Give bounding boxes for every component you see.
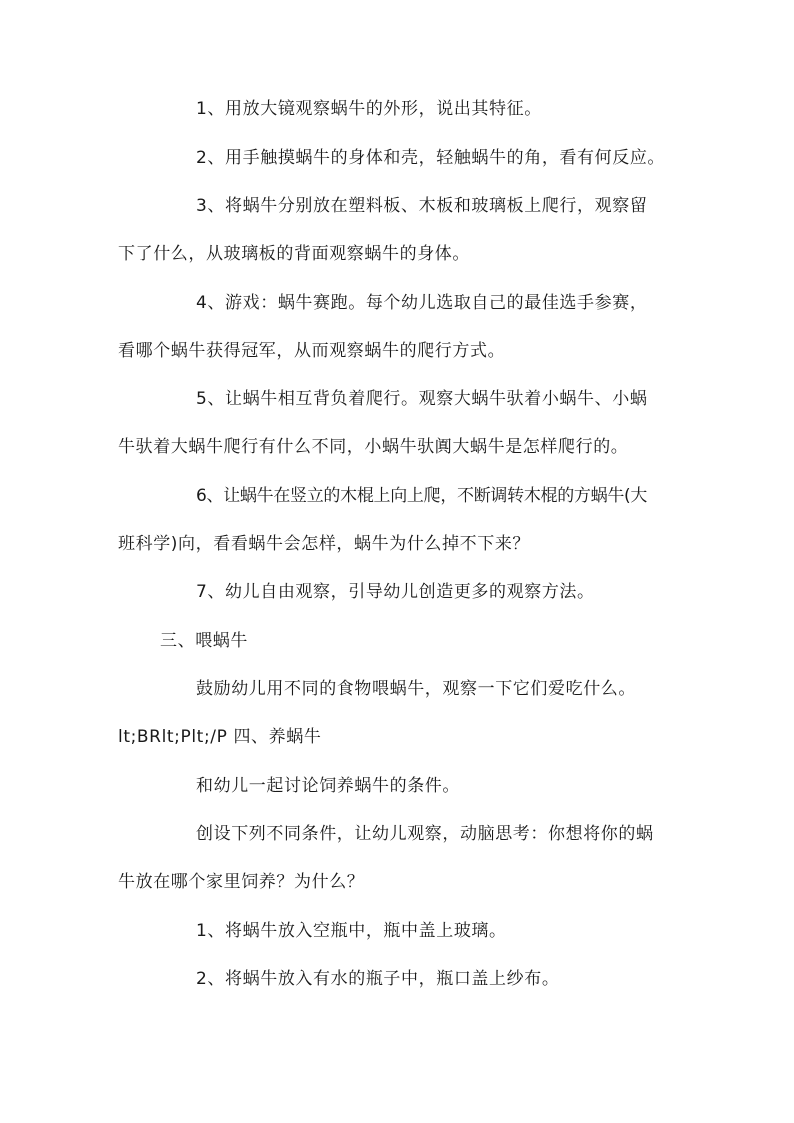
paragraph-line: 牛驮着大蜗牛爬行有什么不同，小蜗牛驮阗大蜗牛是怎样爬行的。 bbox=[118, 437, 629, 457]
paragraph-line: 1、将蜗牛放入空瓶中，瓶中盖上玻璃。 bbox=[196, 921, 507, 941]
paragraph-line: 6、让蜗牛在竖立的木棍上向上爬，不断调转木棍的方蜗牛(大 bbox=[196, 486, 648, 506]
paragraph-line: 和幼儿一起讨论饲养蜗牛的条件。 bbox=[196, 776, 460, 796]
paragraph-line: 看哪个蜗牛获得冠军，从而观察蜗牛的爬行方式。 bbox=[118, 341, 506, 361]
paragraph-line: 创设下列不同条件，让幼儿观察，动脑思考：你想将你的蜗 bbox=[196, 824, 654, 844]
paragraph-line: 2、将蜗牛放入有水的瓶子中，瓶口盖上纱布。 bbox=[196, 969, 560, 989]
paragraph-line: 班科学)向，看看蜗牛会怎样，蜗牛为什么掉不下来？ bbox=[118, 534, 531, 554]
paragraph-line: 下了什么，从玻璃板的背面观察蜗牛的身体。 bbox=[118, 244, 470, 264]
paragraph-line: 5、让蜗牛相互背负着爬行。观察大蜗牛驮着小蜗牛、小蜗 bbox=[196, 389, 648, 409]
section-heading: lt;BRlt;Plt;/P 四、养蜗牛 bbox=[118, 727, 322, 747]
paragraph-line: 2、用手触摸蜗牛的身体和壳，轻触蜗牛的角，看有何反应。 bbox=[196, 148, 666, 168]
section-heading: 三、喂蜗牛 bbox=[160, 631, 248, 651]
paragraph-line: 鼓励幼儿用不同的食物喂蜗牛，观察一下它们爱吃什么。 bbox=[196, 679, 636, 699]
paragraph-line: 1、用放大镜观察蜗牛的外形，说出其特征。 bbox=[196, 99, 542, 119]
paragraph-line: 3、将蜗牛分别放在塑料板、木板和玻璃板上爬行，观察留 bbox=[196, 196, 648, 216]
paragraph-line: 牛放在哪个家里饲养？为什么？ bbox=[118, 872, 365, 892]
paragraph-line: 7、幼儿自由观察，引导幼儿创造更多的观察方法。 bbox=[196, 582, 595, 602]
paragraph-line: 4、游戏：蜗牛赛跑。每个幼儿选取自己的最佳选手参赛， bbox=[196, 293, 648, 313]
